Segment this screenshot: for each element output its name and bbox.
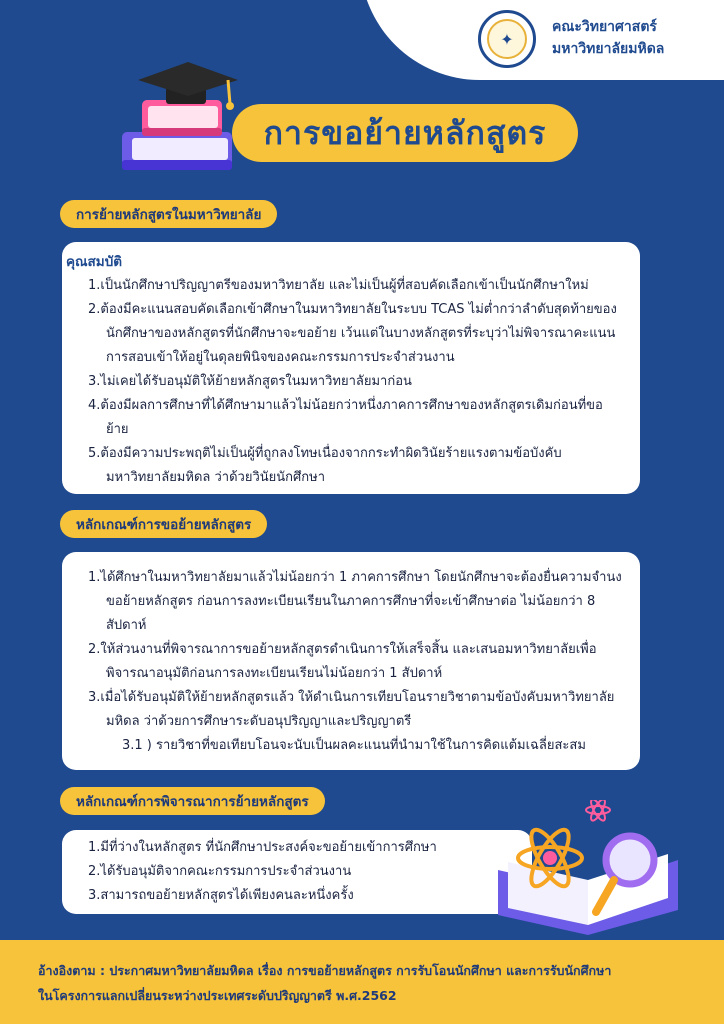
footer-reference [0, 940, 724, 1024]
section-2-card [62, 552, 640, 770]
open-book-atom-magnifier-icon [488, 800, 688, 940]
seal-icon: ✦ [487, 19, 527, 59]
page-title: การขอย้ายหลักสูตร [263, 113, 547, 152]
section-3-label: หลักเกณฑ์การพิจารณาการย้ายหลักสูตร [60, 787, 325, 815]
footer-line-2: ในโครงการแลกเปลี่ยนระหว่างประเทศระดับปริญญาตรี พ.ศ.2562 [38, 988, 397, 1003]
university-seal-logo [478, 10, 536, 68]
books-graduation-cap-icon [118, 60, 248, 190]
qualification-heading: คุณสมบัติ [66, 254, 123, 270]
faculty-line-2: มหาวิทยาลัยมหิดล [552, 41, 665, 57]
consideration-list [84, 836, 516, 908]
header-background [360, 0, 724, 80]
list-item: 5.ต้องมีความประพฤติไม่เป็นผู้ที่ถูกลงโทษเนื่องจากกระทำผิดวินัยร้ายแรงตามข้อบังคับมหาวิทยาลัยมหิดล ว่าด้วยวินัยนักศึกษา [88, 446, 562, 485]
faculty-line-1: คณะวิทยาศาสตร์ [552, 19, 657, 35]
list-item: 3.ไม่เคยได้รับอนุมัติให้ย้ายหลักสูตรในมหาวิทยาลัยมาก่อน [88, 374, 412, 389]
sub-list-item: 3.1 ) รายวิชาที่ขอเทียบโอนจะนับเป็นผลคะแนนที่นำมาใช้ในการคิดแต้มเฉลี่ยสะสม [122, 738, 586, 753]
section-1-label: การย้ายหลักสูตรในมหาวิทยาลัย [60, 200, 277, 228]
footer-line-1: อ้างอิงตาม : ประกาศมหาวิทยาลัยมหิดล เรื่อง การขอย้ายหลักสูตร การรับโอนนักศึกษา และการรับนักศึกษา [38, 963, 612, 978]
list-item: 4.ต้องมีผลการศึกษาที่ได้ศึกษามาแล้วไม่น้อยกว่าหนึ่งภาคการศึกษาของหลักสูตรเดิมก่อนที่ขอย้าย [88, 398, 603, 437]
list-item: 1.เป็นนักศึกษาปริญญาตรีของมหาวิทยาลัย และไม่เป็นผู้ที่สอบคัดเลือกเข้าเป็นนักศึกษาใหม่ [88, 278, 589, 293]
qualification-list [66, 274, 624, 490]
list-item: 3.สามารถขอย้ายหลักสูตรได้เพียงคนละหนึ่งครั้ง [88, 888, 354, 903]
list-item: 2.ต้องมีคะแนนสอบคัดเลือกเข้าศึกษาในมหาวิทยาลัยในระบบ TCAS ไม่ต่ำกว่าลำดับสุดท้ายของนักศึกษาของหลักสูตรที่นักศึกษาจะขอย้าย เว้นแต่ในบางหลักสูตรที่ระบุว่าไม่พิจารณาคะแนนการสอบเข้าให้อยู่ในดุลยพินิจของคณะกรรมการประจำส่วนงาน [88, 302, 617, 365]
list-item: 1.มีที่ว่างในหลักสูตร ที่นักศึกษาประสงค์จะขอย้ายเข้าการศึกษา [88, 840, 437, 855]
list-item: 2.ได้รับอนุมัติจากคณะกรรมการประจำส่วนงาน [88, 864, 352, 879]
list-item: 1.ได้ศึกษาในมหาวิทยาลัยมาแล้วไม่น้อยกว่า 1 ภาคการศึกษา โดยนักศึกษาจะต้องยื่นความจำนงขอย้ายหลักสูตร ก่อนการลงทะเบียนเรียนในภาคการศึกษาที่จะเข้าศึกษาต่อ ไม่น้อยกว่า 8 สัปดาห์ [88, 570, 622, 633]
criteria-list [84, 566, 624, 734]
section-1-card [62, 242, 640, 494]
page-title-pill [232, 104, 578, 162]
list-item: 3.เมื่อได้รับอนุมัติให้ย้ายหลักสูตรแล้ว ให้ดำเนินการเทียบโอนรายวิชาตามข้อบังคับมหาวิทยาลัยมหิดล ว่าด้วยการศึกษาระดับอนุปริญญาและปริญญาตรี [88, 690, 615, 729]
section-3-card [62, 830, 532, 914]
faculty-name [552, 16, 664, 60]
section-2-label: หลักเกณฑ์การขอย้ายหลักสูตร [60, 510, 267, 538]
list-item: 2.ให้ส่วนงานที่พิจารณาการขอย้ายหลักสูตรดำเนินการให้เสร็จสิ้น และเสนอมหาวิทยาลัยเพื่อพิจารณาอนุมัติก่อนการลงทะเบียนเรียนไม่น้อยกว่า 1 สัปดาห์ [88, 642, 597, 681]
